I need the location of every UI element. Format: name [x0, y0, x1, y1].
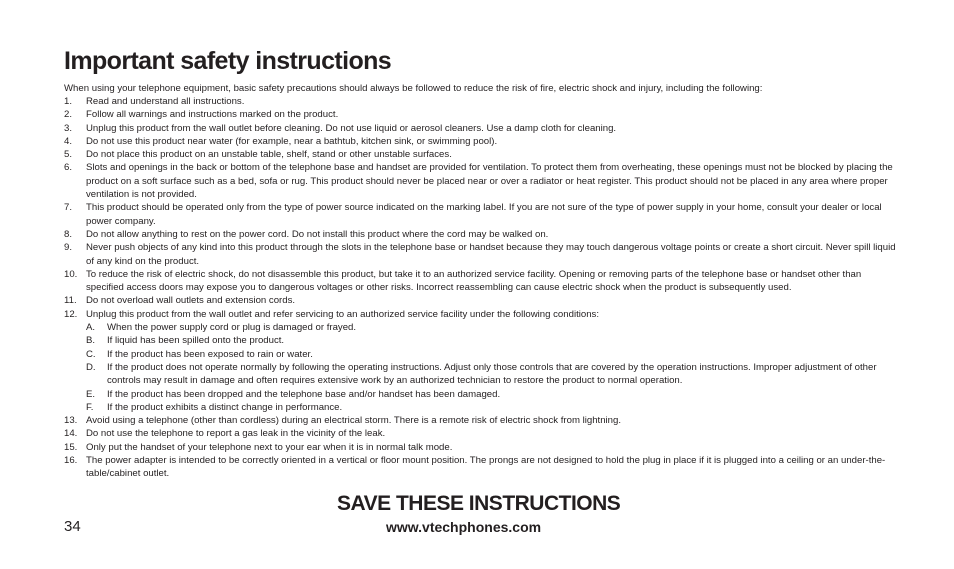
- sub-item-text: If the product exhibits a distinct change in performance.: [107, 401, 343, 413]
- item-text: Never push objects of any kind into this product through the slots in the telephone base or handset because they may touch dangerous voltage points or create a short circuit. Never spill liquid of any kind on the product.: [86, 242, 896, 267]
- sub-item-letter: F.: [86, 401, 94, 413]
- sub-item-text: If the product has been exposed to rain or water.: [107, 348, 313, 360]
- item-number: 4.: [64, 135, 73, 147]
- list-item: [64, 201, 898, 228]
- item-number: 7.: [64, 202, 73, 214]
- list-item: [64, 308, 898, 414]
- item-text: Slots and openings in the back or bottom of the telephone base and handset are provided for ventilation. To protect them from overheating, these openings must not be blocked by placing the product on a soft surface such as a bed, sofa or rug. This product should never be placed near or over a radiator or heat register. This product should not be placed in any area where proper ventilation is not provided.: [86, 162, 893, 201]
- item-body: [86, 308, 898, 414]
- item-text: The power adapter is intended to be correctly oriented in a vertical or floor mount position. The prongs are not designed to hold the plug in place if it is plugged into a ceiling or an under-the-table/cabinet outlet.: [86, 455, 886, 480]
- item-text: Unplug this product from the wall outlet before cleaning. Do not use liquid or aerosol cleaners. Use a damp cloth for cleaning.: [86, 122, 617, 134]
- sub-item-text: When the power supply cord or plug is damaged or frayed.: [107, 322, 357, 334]
- list-item: [64, 148, 898, 161]
- item-number: 5.: [64, 149, 73, 161]
- sub-item-letter: D.: [86, 361, 96, 373]
- list-item: [64, 95, 898, 108]
- item-text: To reduce the risk of electric shock, do not disassemble this product, but take it to an authorized service facility. Opening or removing parts of the telephone base or handset other than specified access doors may expose you to dangerous voltages or other risks. Incorrect reassembling can cause electric shock when the product is subsequently used.: [86, 268, 862, 294]
- sub-item-letter: A.: [86, 322, 96, 334]
- website-url: www.vtechphones.com: [386, 519, 542, 535]
- list-item: [64, 122, 898, 135]
- list-item: [64, 228, 898, 241]
- list-item: [64, 241, 898, 268]
- list-item: [64, 294, 898, 307]
- item-number: 13.: [64, 415, 78, 427]
- sub-item-letter: E.: [86, 388, 96, 400]
- item-number: 1.: [64, 96, 73, 107]
- item-text: Unplug this product from the wall outlet and refer servicing to an authorized service facility under the following conditions:: [86, 308, 600, 320]
- item-number: 3.: [64, 122, 73, 134]
- item-number: 8.: [64, 228, 73, 240]
- item-number: 11.: [64, 295, 77, 307]
- list-item: [64, 161, 898, 201]
- item-number: 12.: [64, 308, 78, 320]
- item-text: Do not overload wall outlets and extension cords.: [86, 295, 296, 307]
- item-number: 14.: [64, 428, 78, 440]
- list-item: [64, 135, 898, 148]
- list-item: [64, 414, 898, 427]
- sub-item-text: If the product has been dropped and the telephone base and/or handset has been damaged.: [107, 388, 501, 400]
- page-number: 34: [64, 518, 81, 535]
- sub-item-text: If the product does not operate normally by following the operating instructions. Adjust only those controls that are covered by the operation instructions. Improper adjustment of other controls may result in damage and often requires extensive work by an authorized technician to restore the product to normal operation.: [107, 361, 877, 387]
- item-number: 16.: [64, 455, 78, 467]
- sub-list-item: [86, 361, 898, 388]
- item-text: Do not use the telephone to report a gas leak in the vicinity of the leak.: [86, 428, 386, 440]
- list-item: [64, 441, 898, 454]
- item-number: 6.: [64, 162, 73, 174]
- item-text: This product should be operated only from the type of power source indicated on the marking label. If you are not sure of the type of power supply in your home, consult your dealer or local power company.: [86, 202, 882, 227]
- list-item: [64, 108, 898, 121]
- sub-list-item: [86, 321, 898, 334]
- item-number: 9.: [64, 242, 73, 254]
- item-text: Do not use this product near water (for example, near a bathtub, kitchen sink, or swimming pool).: [86, 135, 498, 147]
- item-text: Read and understand all instructions.: [86, 96, 245, 107]
- sub-list-item: [86, 401, 898, 414]
- sub-item-text: If liquid has been spilled onto the product.: [107, 335, 285, 347]
- intro-paragraph: When using your telephone equipment, basic safety precautions should always be followed to reduce the risk of fire, electric shock and injury, including the following:: [64, 83, 763, 94]
- item-number: 10.: [64, 268, 78, 280]
- sub-list-item: [86, 388, 898, 401]
- item-text: Follow all warnings and instructions marked on the product.: [86, 109, 339, 121]
- item-text: Do not allow anything to rest on the power cord. Do not install this product where the cord may be walked on.: [86, 228, 549, 240]
- item-text: Only put the handset of your telephone next to your ear when it is in normal talk mode.: [86, 441, 453, 453]
- item-number: 15.: [64, 441, 78, 453]
- save-instructions-heading: SAVE THESE INSTRUCTIONS: [337, 492, 621, 515]
- list-item: [64, 268, 898, 295]
- list-item: [64, 454, 898, 481]
- sub-list-item: [86, 348, 898, 361]
- safety-instructions-list: [64, 95, 898, 481]
- item-number: 2.: [64, 109, 73, 121]
- item-text: Avoid using a telephone (other than cordless) during an electrical storm. There is a remote risk of electric shock from lightning.: [86, 415, 622, 427]
- sub-list-item: [86, 334, 898, 347]
- item-text: Do not place this product on an unstable table, shelf, stand or other unstable surfaces.: [86, 149, 452, 161]
- sub-item-letter: C.: [86, 348, 96, 360]
- sub-item-letter: B.: [86, 335, 96, 347]
- list-item: [64, 427, 898, 440]
- page-title: Important safety instructions: [64, 47, 392, 75]
